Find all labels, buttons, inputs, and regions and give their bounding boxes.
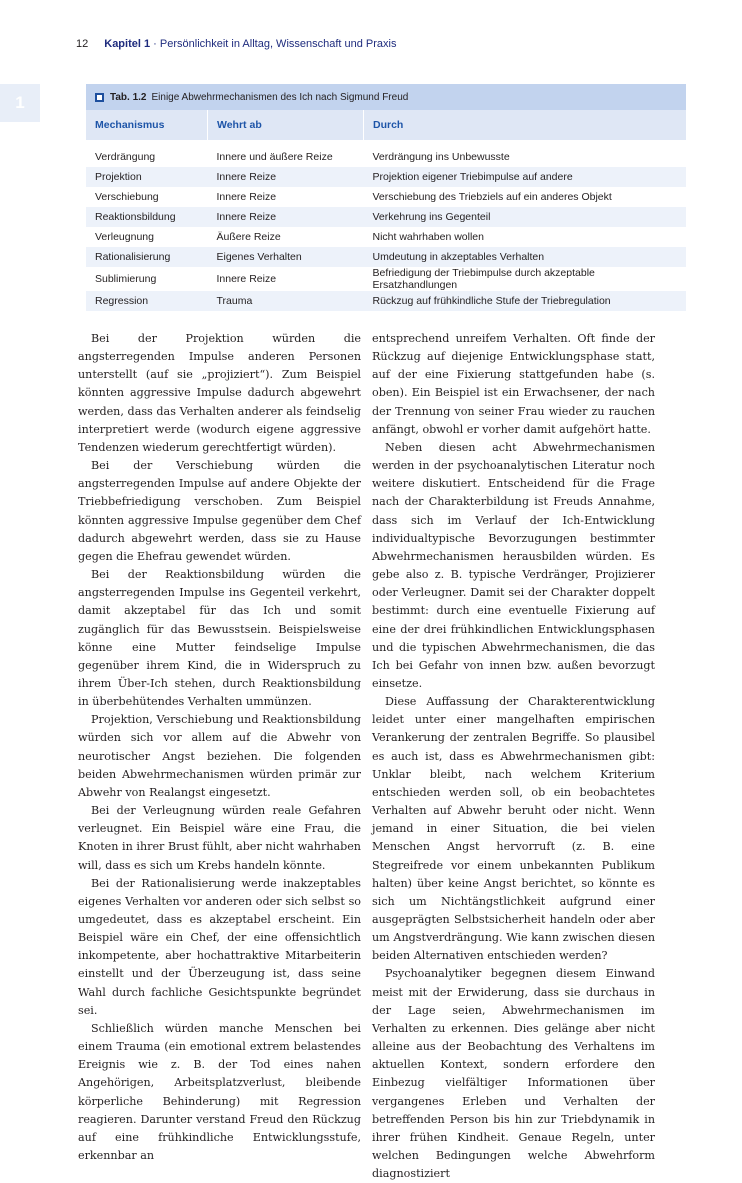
chapter-label: Kapitel 1: [104, 38, 151, 50]
cell-wehrt-ab: Eigenes Verhalten: [216, 251, 302, 263]
table-row: [86, 187, 686, 207]
chapter-title: Persönlichkeit in Alltag, Wissenschaft und Praxis: [159, 38, 397, 50]
body-paragraph: entsprechend unreifem Verhalten. Oft finde der Rückzug auf diejenige Entwicklungsphase statt, auf der eine Fixierung stattgefunden habe (s. oben). Ein Beispiel ist ein Erwachsener, der nach der Trennung von seiner Frau wieder zu rauchen anfängt, obwohl er vorher damit aufgehört hatte.: [372, 332, 655, 436]
page-number: 12: [76, 38, 89, 50]
cell-wehrt-ab: Innere Reize: [216, 171, 277, 183]
body-paragraph: Projektion, Verschiebung und Reaktionsbildung würden sich vor allem auf die Abwehr von neurotischer Angst beziehen. Die folgenden beiden Abwehrmechanismen würden primär zur Abwehr von Realangst eingesetzt.: [78, 713, 361, 799]
body-paragraph: Bei der Rationalisierung werde inakzeptables eigenes Verhalten vor anderen oder sich selbst so umgedeutet, dass es akzeptabel erscheint. Ein Beispiel wäre ein Chef, der eine offensichtlich inkompetente, aber hochattraktive Mitarbeiterin einstellt und der Überzeugung ist, dass seine Wahl durch fachliche Gesichtspunkte begründet sei.: [78, 876, 361, 1017]
chapter-tab: 1: [0, 84, 40, 122]
table-row: [86, 267, 686, 291]
table-caption: [86, 84, 686, 110]
cell-durch: Umdeutung in akzeptables Verhalten: [372, 251, 545, 263]
table-row: [86, 291, 686, 311]
table-label: Tab. 1.2: [110, 91, 147, 103]
cell-durch: Rückzug auf frühkindliche Stufe der Triebregulation: [372, 295, 611, 307]
cell-wehrt-ab: Innere und äußere Reize: [216, 151, 333, 163]
column-header-durch: Durch: [364, 110, 687, 140]
body-text-left-column: [78, 330, 361, 1165]
cell-mechanismus: Projektion: [95, 171, 142, 183]
table-row: [86, 247, 686, 267]
cell-wehrt-ab: Trauma: [216, 295, 253, 307]
body-paragraph: Bei der Projektion würden die angsterregenden Impulse anderen Personen unterstellt (auf sie „projiziert“). Zum Beispiel könnten aggressive Impulse dadurch abgewehrt werden, dass das Verhalten anderer als feindselig interpretiert werde (wodurch eigene aggressive Tendenzen wiederum gerechtfertigt würden).: [78, 332, 361, 454]
body-paragraph: Bei der Verschiebung würden die angsterregenden Impulse auf andere Objekte der Triebbefriedigung verschoben. Zum Beispiel könnten aggressive Impulse gegenüber dem Chef dadurch abgewehrt werden, dass sie zu Hause gegen die Ehefrau gewendet würden.: [78, 459, 361, 563]
cell-mechanismus: Verdrängung: [95, 151, 156, 163]
cell-mechanismus: Sublimierung: [95, 273, 157, 285]
cell-durch: Befriedigung der Triebimpulse durch akzeptable Ersatzhandlungen: [372, 267, 595, 291]
table-grid: [86, 110, 686, 311]
cell-mechanismus: Verleugnung: [95, 231, 154, 243]
cell-durch: Nicht wahrhaben wollen: [372, 231, 484, 243]
cell-wehrt-ab: Innere Reize: [216, 211, 277, 223]
table-square-icon: [95, 93, 104, 102]
cell-durch: Verdrängung ins Unbewusste: [372, 151, 510, 163]
cell-wehrt-ab: Äußere Reize: [216, 231, 281, 243]
cell-durch: Verschiebung des Triebziels auf ein anderes Objekt: [372, 191, 612, 203]
table-row: [86, 207, 686, 227]
cell-wehrt-ab: Innere Reize: [216, 273, 277, 285]
cell-mechanismus: Regression: [95, 295, 149, 307]
table-row: [86, 227, 686, 247]
cell-mechanismus: Verschiebung: [95, 191, 159, 203]
table-header-row: [86, 110, 686, 140]
body-paragraph: Bei der Verleugnung würden reale Gefahren verleugnet. Ein Beispiel wäre eine Frau, die Knoten in ihrer Brust fühlt, aber nicht wahrhaben will, dass es sich um Krebs handeln könnte.: [78, 804, 361, 872]
cell-durch: Projektion eigener Triebimpulse auf andere: [372, 171, 573, 183]
table-row: [86, 147, 686, 167]
table-caption-text: Einige Abwehrmechanismen des Ich nach Sigmund Freud: [151, 91, 409, 103]
column-header-mechanismus: Mechanismus: [95, 119, 165, 131]
body-paragraph: Psychoanalytiker begegnen diesem Einwand meist mit der Erwiderung, dass sie durchaus in der Lage seien, Abwehrmechanismen im Verhalten zu erkennen. Dies gelänge aber nicht alleine aus der Beobachtung des Verhaltens im aktuellen Kontext, sondern erfordere den Einbezug vielfältiger Informationen über vergangenes Erleben und Verhalten der betreffenden Person bis hin zur Triebdynamik in ihrer frühen Kindheit. Genaue Regeln, unter welchen Bedingungen welche Abwehrform diagnostiziert: [372, 967, 655, 1181]
running-header: [76, 38, 397, 50]
body-paragraph: Bei der Reaktionsbildung würden die angsterregenden Impulse ins Gegenteil verkehrt, damit akzeptabel für das Ich und somit zugänglich für das Bewusstsein. Beispielsweise könne eine Mutter feindselige Impulse gegenüber ihrem Kind, die in Widerspruch zu ihrem Über-Ich stehen, durch Reaktionsbildung in überbehütendes Verhalten ummünzen.: [78, 568, 361, 709]
body-text-right-column: [372, 330, 655, 1183]
cell-mechanismus: Reaktionsbildung: [95, 211, 176, 223]
cell-mechanismus: Rationalisierung: [95, 251, 171, 263]
header-separator: ·: [150, 38, 160, 50]
body-paragraph: Schließlich würden manche Menschen bei einem Trauma (ein emotional extrem belastendes Ereignis wie z. B. der Tod eines nahen Angehörigen, Arbeitsplatzverlust, bleibende körperliche Behinderung) mit Regression reagieren. Darunter verstand Freud den Rückzug auf eine frühkindliche Entwicklungsstufe, erkennbar an: [78, 1021, 361, 1163]
body-paragraph: Neben diesen acht Abwehrmechanismen werden in der psychoanalytischen Literatur noch weitere diskutiert. Entscheidend für die Frage nach der Charakterbildung ist Freuds Annahme, dass sich im Verlauf der Ich-Entwicklung individualtypische Bevorzugungen bestimmter Abwehrmechanismen herausbilden würden. Es gebe also z. B. typische Verdränger, Projizierer oder Verleugner. Damit sei der Charakter doppelt bestimmt: durch eine eventuelle Fixierung auf eine der drei frühkindlichen Entwicklungsphasen und die typischen Abwehrmechanismen, die das Ich bei Gefahr von innen bzw. außen bevorzugt einsetze.: [372, 440, 655, 690]
column-header-wehrt-ab: Wehrt ab: [208, 110, 364, 140]
defense-mechanisms-table: [86, 84, 686, 311]
table-row: [86, 167, 686, 187]
cell-durch: Verkehrung ins Gegenteil: [372, 211, 491, 223]
cell-wehrt-ab: Innere Reize: [216, 191, 277, 203]
body-paragraph: Diese Auffassung der Charakterentwicklung leidet unter einer mangelhaften empirischen Verankerung der zentralen Begriffe. So plausibel es auch ist, dass es Abwehrmechanismen gibt: Unklar bleibt, nach welchem Kriterium entschieden werden soll, ob ein beobachtetes Verhalten auf Abwehr beruht oder nicht. Wenn jemand in einer Situation, die bei vielen Menschen Angst hervorruft (z. B. eine Stegreifrede vor einem unbekannten Publikum halten) über keine Angst berichtet, so könnte es sich um Nichtängstlichkeit aufgrund einer ausgeprägten Selbstsicherheit handeln oder aber um Angstverdrängung. Wie kann zwischen diesen beiden Alternativen entschieden werden?: [372, 695, 655, 963]
